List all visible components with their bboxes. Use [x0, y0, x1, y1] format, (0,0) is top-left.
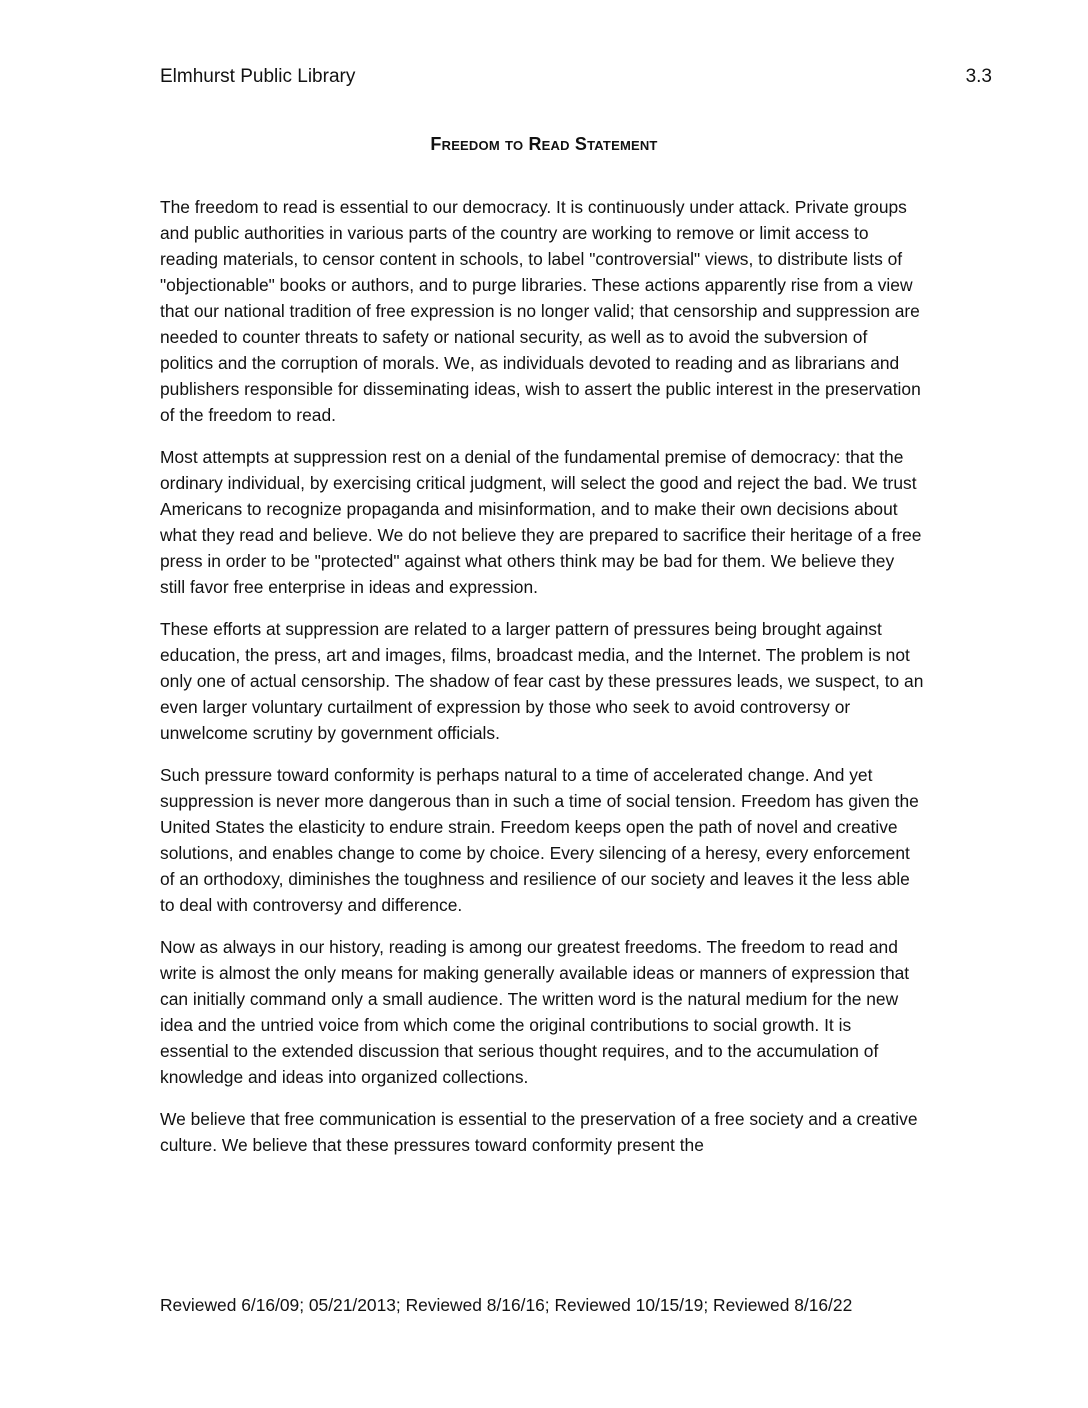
paragraph-3: These efforts at suppression are related to a larger pattern of pressures being brought against education, the press, art and images, films, broadcast media, and the Internet. The problem is not only one of actual censorship. The shadow of fear cast by these pressures leads, we suspect, to an even larger voluntary curtailment of expression by those who seek to avoid controversy or unwelcome scrutiny by government officials. [160, 619, 924, 743]
library-name: Elmhurst Public Library [160, 66, 356, 87]
section-number: 3.3 [965, 66, 992, 87]
review-history-footer: Reviewed 6/16/09; 05/21/2013; Reviewed 8/16/16; Reviewed 10/15/19; Reviewed 8/16/22 [160, 1295, 853, 1315]
paragraph-6: We believe that free communication is essential to the preservation of a free society and a creative culture. We believe that these pressures toward conformity present the [160, 1109, 918, 1155]
document-title: Freedom to Read Statement [430, 134, 658, 154]
paragraph-1: The freedom to read is essential to our democracy. It is continuously under attack. Private groups and public authorities in various parts of the country are working to remove or limit access to reading materials, to censor content in schools, to label "controversial" views, to distribute lists of "objectionable" books or authors, and to purge libraries. These actions apparently rise from a view that our national tradition of free expression is no longer valid; that censorship and suppression are needed to counter threats to safety or national security, as well as to avoid the subversion of politics and the corruption of morals. We, as individuals devoted to reading and as librarians and publishers responsible for disseminating ideas, wish to assert the public interest in the preservation of the freedom to read. [160, 197, 921, 425]
paragraph-2: Most attempts at suppression rest on a denial of the fundamental premise of democracy: that the ordinary individual, by exercising critical judgment, will select the good and reject the bad. We trust Americans to recognize propaganda and misinformation, and to make their own decisions about what they read and believe. We do not believe they are prepared to sacrifice their heritage of a free press in order to be "protected" against what others think may be bad for them. We believe they still favor free enterprise in ideas and expression. [160, 447, 922, 597]
document-body [160, 194, 924, 1174]
paragraph-4: Such pressure toward conformity is perhaps natural to a time of accelerated change. And yet suppression is never more dangerous than in such a time of social tension. Freedom has given the United States the elasticity to endure strain. Freedom keeps open the path of novel and creative solutions, and enables change to come by choice. Every silencing of a heresy, every enforcement of an orthodoxy, diminishes the toughness and resilience of our society and leaves it the less able to deal with controversy and difference. [160, 765, 919, 915]
paragraph-5: Now as always in our history, reading is among our greatest freedoms. The freedom to read and write is almost the only means for making generally available ideas or manners of expression that can initially command only a small audience. The written word is the natural medium for the new idea and the untried voice from which come the original contributions to social growth. It is essential to the extended discussion that serious thought requires, and to the accumulation of knowledge and ideas into organized collections. [160, 937, 910, 1087]
